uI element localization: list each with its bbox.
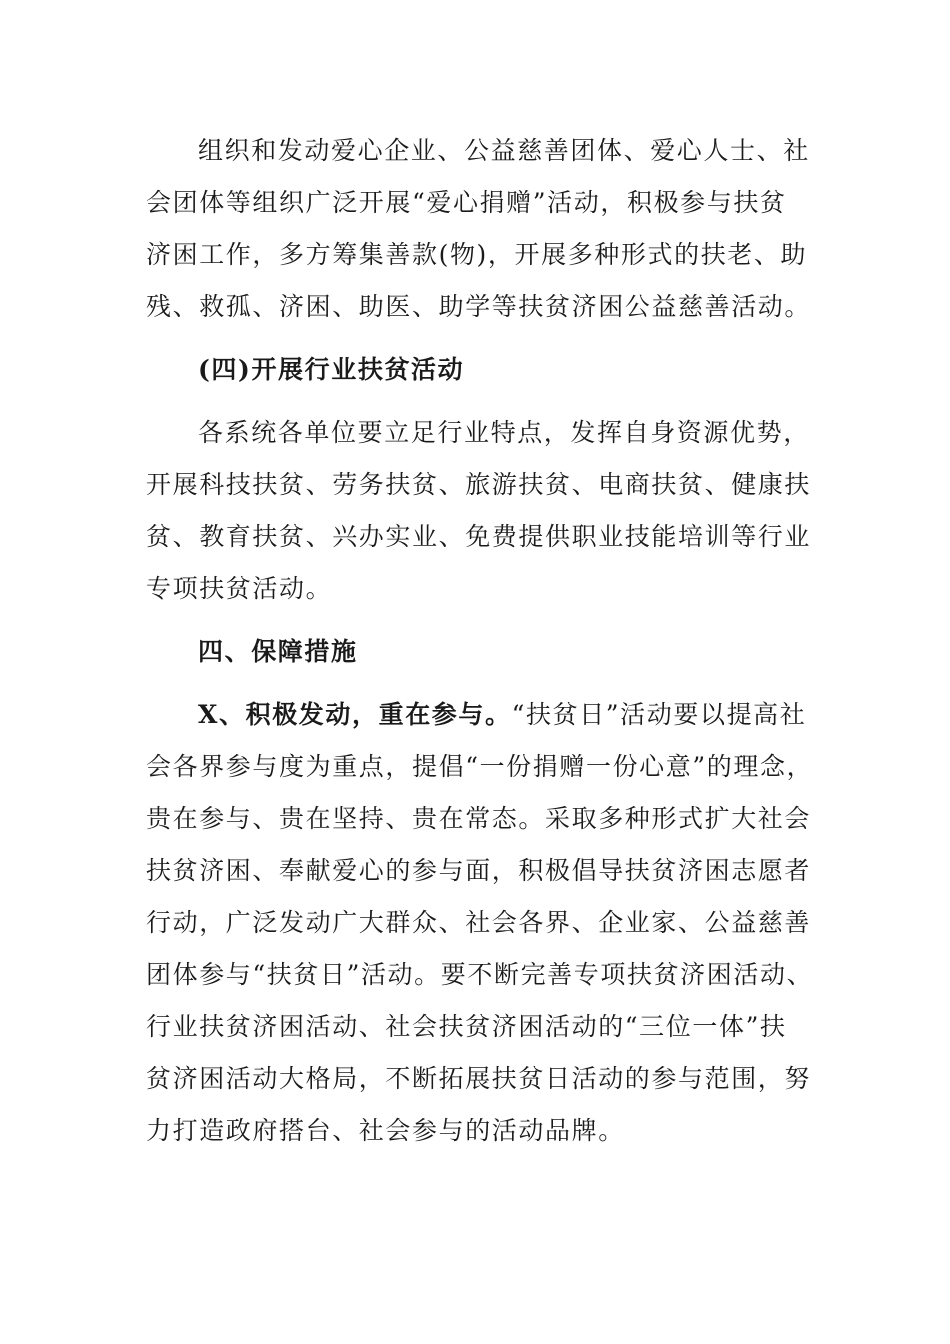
paragraph-line: 开展科技扶贫、劳务扶贫、旅游扶贫、电商扶贫、健康扶	[146, 470, 812, 499]
paragraph-line: 济困工作，多方筹集善款(物)，开展多种形式的扶老、助	[146, 240, 808, 269]
paragraph-line: 贫济困活动大格局，不断拓展扶贫日活动的参与范围，努	[146, 1064, 812, 1093]
paragraph-line: 专项扶贫活动。	[146, 574, 333, 603]
paragraph-line: 贵在参与、贵在坚持、贵在常态。采取多种形式扩大社会	[146, 804, 812, 833]
paragraph-line: 会各界参与度为重点，提倡“一份捐赠一份心意”的理念，	[146, 752, 814, 781]
paragraph-gap	[146, 396, 798, 407]
paragraph-donation	[146, 125, 812, 333]
paragraph-industry	[146, 407, 812, 615]
paragraph-line: 行动，广泛发动广大群众、社会各界、企业家、公益慈善	[146, 908, 812, 937]
section-heading-safeguards: 四、保障措施	[198, 637, 358, 666]
paragraph-lead-bold: X、积极发动，重在参与。	[198, 700, 512, 729]
paragraph-gap	[146, 678, 798, 689]
paragraph-gap	[146, 333, 798, 344]
paragraph-line: 行业扶贫济困活动、社会扶贫济困活动的“三位一体”扶	[146, 1012, 787, 1041]
paragraph-first-line	[146, 689, 807, 741]
paragraph-line: 各系统各单位要立足行业特点，发挥自身资源优势，	[198, 418, 810, 447]
subheading-industry-poverty-relief: (四)开展行业扶贫活动	[198, 355, 465, 384]
paragraph-participation	[146, 689, 814, 1157]
paragraph-line: 残、救孤、济困、助医、助学等扶贫济困公益慈善活动。	[146, 292, 812, 321]
paragraph-line: 团体参与“扶贫日”活动。要不断完善专项扶贫济困活动、	[146, 960, 814, 989]
document-body	[146, 125, 814, 1157]
paragraph-lead-rest: “扶贫日”活动要以提高社	[511, 700, 807, 729]
paragraph-gap	[146, 615, 798, 626]
paragraph-line: 组织和发动爱心企业、公益慈善团体、爱心人士、社	[198, 136, 810, 165]
paragraph-line: 贫、教育扶贫、兴办实业、免费提供职业技能培训等行业	[146, 522, 812, 551]
paragraph-line: 力打造政府搭台、社会参与的活动品牌。	[146, 1116, 625, 1145]
paragraph-line: 会团体等组织广泛开展“爱心捐赠”活动，积极参与扶贫	[146, 188, 787, 217]
paragraph-line: 扶贫济困、奉献爱心的参与面，积极倡导扶贫济困志愿者	[146, 856, 812, 885]
